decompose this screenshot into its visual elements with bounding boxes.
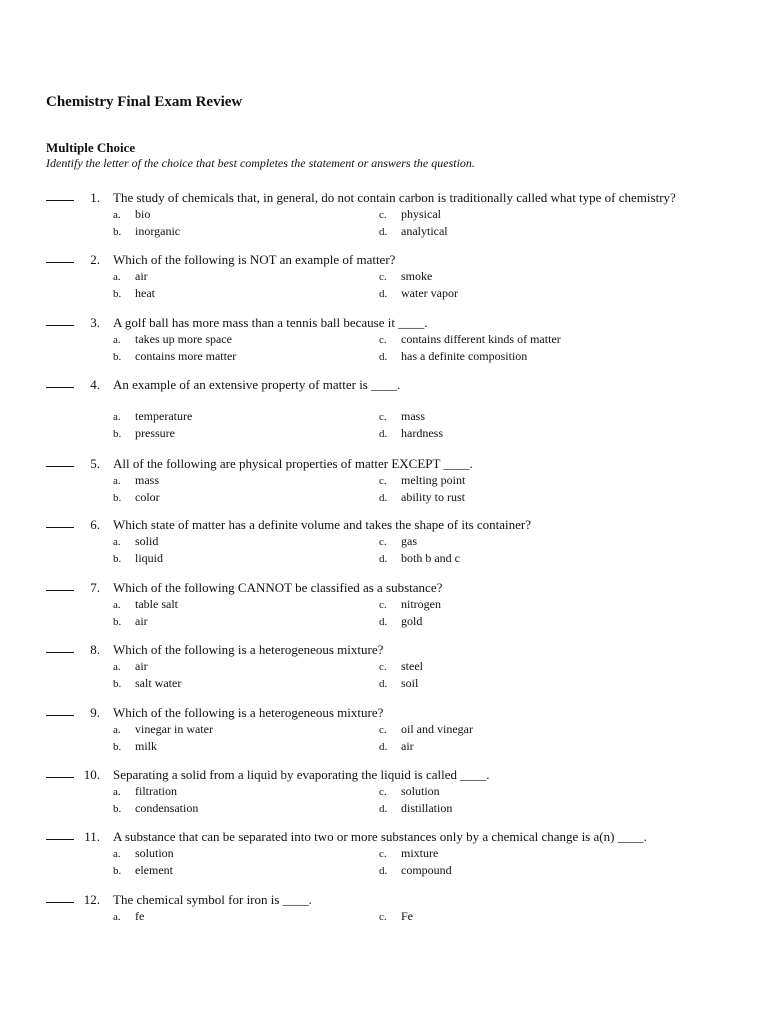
- choice-letter: c.: [379, 661, 387, 673]
- choice-text: table salt: [135, 597, 178, 611]
- choice-b: [113, 426, 175, 441]
- choice-a: [113, 722, 213, 737]
- choice-b: [113, 801, 198, 816]
- choice-letter: a.: [113, 209, 121, 221]
- choice-letter: d.: [379, 616, 388, 628]
- choice-text: contains more matter: [135, 349, 237, 363]
- choice-letter: c.: [379, 271, 387, 283]
- answer-blank[interactable]: [46, 527, 74, 528]
- choice-text: contains different kinds of matter: [401, 332, 561, 346]
- choice-text: fe: [135, 909, 145, 923]
- choice-letter: c.: [379, 724, 387, 736]
- choice-text: mixture: [401, 846, 439, 860]
- choice-letter: b.: [113, 226, 122, 238]
- choice-text: temperature: [135, 409, 193, 423]
- answer-blank[interactable]: [46, 839, 74, 840]
- choice-text: both b and c: [401, 551, 460, 565]
- question-2: [0, 252, 768, 302]
- choice-c: [379, 534, 417, 549]
- choice-letter: a.: [113, 599, 121, 611]
- choice-text: solid: [135, 534, 159, 548]
- choice-c: [379, 784, 440, 799]
- choice-a: [113, 909, 144, 924]
- answer-blank[interactable]: [46, 387, 74, 388]
- choice-letter: b.: [113, 803, 122, 815]
- question-number: 7.: [90, 580, 100, 595]
- choice-letter: a.: [113, 848, 121, 860]
- answer-blank[interactable]: [46, 325, 74, 326]
- choice-b: [113, 614, 148, 629]
- choice-text: melting point: [401, 473, 466, 487]
- question-number: 3.: [90, 315, 100, 330]
- choice-b: [113, 349, 236, 364]
- choice-letter: c.: [379, 411, 387, 423]
- question-number: 1.: [90, 190, 100, 205]
- page-title: Chemistry Final Exam Review: [46, 94, 243, 110]
- question-stem: A substance that can be separated into two or more substances only by a chemical change is a(n) ____.: [113, 829, 647, 844]
- choice-letter: b.: [113, 741, 122, 753]
- choice-d: [379, 349, 527, 364]
- choice-text: solution: [401, 784, 440, 798]
- question-stem: Which of the following is NOT an example of matter?: [113, 252, 396, 267]
- question-stem: A golf ball has more mass than a tennis ball because it ____.: [113, 315, 428, 330]
- question-number: 11.: [84, 829, 100, 844]
- choice-d: [379, 801, 452, 816]
- choice-text: liquid: [135, 551, 164, 565]
- question-stem: An example of an extensive property of matter is ____.: [113, 377, 401, 392]
- choice-c: [379, 409, 425, 424]
- choice-letter: a.: [113, 475, 121, 487]
- choice-c: [379, 597, 441, 612]
- choice-text: bio: [135, 207, 151, 221]
- choice-a: [113, 409, 192, 424]
- choice-c: [379, 909, 413, 924]
- choice-text: steel: [401, 659, 423, 673]
- choice-b: [113, 224, 180, 239]
- choice-letter: b.: [113, 865, 122, 877]
- choice-a: [113, 207, 150, 222]
- choice-letter: d.: [379, 351, 388, 363]
- choice-letter: c.: [379, 475, 387, 487]
- question-6: [0, 517, 768, 567]
- question-stem: The chemical symbol for iron is ____.: [113, 892, 312, 907]
- choice-text: inorganic: [135, 224, 181, 238]
- choice-a: [113, 534, 158, 549]
- choice-a: [113, 846, 174, 861]
- choice-letter: b.: [113, 678, 122, 690]
- section-heading: Multiple Choice: [46, 140, 136, 155]
- choice-d: [379, 490, 465, 505]
- choice-letter: d.: [379, 226, 388, 238]
- choice-d: [379, 863, 452, 878]
- question-number: 8.: [90, 642, 100, 657]
- question-stem: All of the following are physical properties of matter EXCEPT ____.: [113, 456, 473, 471]
- choice-text: distillation: [401, 801, 453, 815]
- choice-b: [113, 490, 160, 505]
- choice-letter: d.: [379, 492, 388, 504]
- choice-text: pressure: [135, 426, 175, 440]
- choice-d: [379, 426, 443, 441]
- choice-letter: b.: [113, 492, 122, 504]
- question-8: [0, 642, 768, 692]
- choice-a: [113, 597, 178, 612]
- choice-a: [113, 269, 148, 284]
- question-number: 2.: [90, 252, 100, 267]
- choice-text: color: [135, 490, 160, 504]
- question-9: [0, 705, 768, 755]
- choice-text: gold: [401, 614, 423, 628]
- choice-a: [113, 659, 148, 674]
- question-number: 12.: [83, 892, 100, 907]
- choice-text: compound: [401, 863, 452, 877]
- answer-blank[interactable]: [46, 590, 74, 591]
- question-stem: Which state of matter has a definite volume and takes the shape of its container?: [113, 517, 532, 532]
- question-stem: The study of chemicals that, in general, do not contain carbon is traditionally called what type of chemistry?: [113, 190, 676, 205]
- choice-letter: a.: [113, 661, 121, 673]
- question-4: [0, 377, 768, 440]
- choice-c: [379, 473, 465, 488]
- choice-text: smoke: [401, 269, 433, 283]
- choice-letter: d.: [379, 803, 388, 815]
- question-1: [0, 190, 768, 240]
- choice-a: [113, 332, 232, 347]
- answer-blank[interactable]: [46, 652, 74, 653]
- choice-letter: c.: [379, 911, 387, 923]
- choice-letter: a.: [113, 411, 121, 423]
- choice-letter: c.: [379, 209, 387, 221]
- choice-letter: d.: [379, 428, 388, 440]
- question-number: 5.: [90, 456, 100, 471]
- choice-d: [379, 224, 448, 239]
- choice-text: ability to rust: [401, 490, 465, 504]
- choice-letter: d.: [379, 741, 388, 753]
- question-stem: Which of the following is a heterogeneous mixture?: [113, 705, 384, 720]
- answer-blank[interactable]: [46, 200, 74, 201]
- choice-text: hardness: [401, 426, 443, 440]
- choice-c: [379, 846, 438, 861]
- choice-letter: c.: [379, 848, 387, 860]
- choice-b: [113, 863, 173, 878]
- choice-text: has a definite composition: [401, 349, 528, 363]
- choice-letter: b.: [113, 553, 122, 565]
- choice-letter: d.: [379, 865, 388, 877]
- choice-text: air: [135, 659, 148, 673]
- choice-b: [113, 286, 155, 301]
- question-stem: Which of the following is a heterogeneous mixture?: [113, 642, 384, 657]
- choice-text: air: [135, 614, 148, 628]
- choice-text: filtration: [135, 784, 177, 798]
- question-number: 6.: [90, 517, 100, 532]
- choice-letter: b.: [113, 351, 122, 363]
- choice-text: air: [135, 269, 148, 283]
- choice-text: takes up more space: [135, 332, 232, 346]
- choice-a: [113, 784, 177, 799]
- question-stem: Separating a solid from a liquid by evaporating the liquid is called ____.: [113, 767, 490, 782]
- choice-letter: b.: [113, 428, 122, 440]
- choice-c: [379, 659, 423, 674]
- choice-text: mass: [401, 409, 425, 423]
- choice-letter: a.: [113, 724, 121, 736]
- choice-text: mass: [135, 473, 159, 487]
- choice-text: vinegar in water: [135, 722, 213, 736]
- choice-b: [113, 551, 163, 566]
- choice-text: analytical: [401, 224, 448, 238]
- question-11: [0, 829, 768, 879]
- question-7: [0, 580, 768, 630]
- choice-text: condensation: [135, 801, 199, 815]
- choice-c: [379, 332, 561, 347]
- choice-letter: d.: [379, 553, 388, 565]
- question-stem: Which of the following CANNOT be classified as a substance?: [113, 580, 443, 595]
- choice-text: Fe: [401, 909, 413, 923]
- choice-text: heat: [135, 286, 155, 300]
- question-5: [0, 456, 768, 506]
- choice-d: [379, 551, 460, 566]
- choice-letter: b.: [113, 288, 122, 300]
- choice-letter: b.: [113, 616, 122, 628]
- choice-text: solution: [135, 846, 174, 860]
- answer-blank[interactable]: [46, 715, 74, 716]
- choice-d: [379, 739, 414, 754]
- answer-blank[interactable]: [46, 466, 74, 467]
- question-number: 9.: [90, 705, 100, 720]
- choice-letter: a.: [113, 334, 121, 346]
- choice-letter: d.: [379, 678, 388, 690]
- choice-c: [379, 207, 441, 222]
- choice-letter: c.: [379, 536, 387, 548]
- choice-text: nitrogen: [401, 597, 441, 611]
- choice-d: [379, 286, 458, 301]
- question-12: [0, 892, 768, 942]
- choice-letter: c.: [379, 786, 387, 798]
- choice-b: [113, 676, 181, 691]
- answer-blank[interactable]: [46, 262, 74, 263]
- choice-d: [379, 614, 422, 629]
- question-number: 4.: [90, 377, 100, 392]
- choice-c: [379, 269, 432, 284]
- choice-text: physical: [401, 207, 441, 221]
- choice-letter: a.: [113, 536, 121, 548]
- choice-text: air: [401, 739, 414, 753]
- answer-blank[interactable]: [46, 902, 74, 903]
- question-3: [0, 315, 768, 365]
- answer-blank[interactable]: [46, 777, 74, 778]
- choice-text: milk: [135, 739, 158, 753]
- instructions: Identify the letter of the choice that best completes the statement or answers the question.: [46, 156, 475, 170]
- choice-text: water vapor: [401, 286, 458, 300]
- choice-letter: a.: [113, 786, 121, 798]
- choice-letter: a.: [113, 911, 121, 923]
- choice-text: oil and vinegar: [401, 722, 473, 736]
- choice-letter: a.: [113, 271, 121, 283]
- choice-a: [113, 473, 159, 488]
- choice-letter: c.: [379, 334, 387, 346]
- choice-letter: d.: [379, 288, 388, 300]
- question-10: [0, 767, 768, 817]
- choice-text: salt water: [135, 676, 182, 690]
- choice-text: gas: [401, 534, 417, 548]
- question-number: 10.: [83, 767, 100, 782]
- choice-c: [379, 722, 473, 737]
- choice-b: [113, 739, 157, 754]
- choice-letter: c.: [379, 599, 387, 611]
- choice-text: element: [135, 863, 173, 877]
- choice-text: soil: [401, 676, 419, 690]
- choice-d: [379, 676, 418, 691]
